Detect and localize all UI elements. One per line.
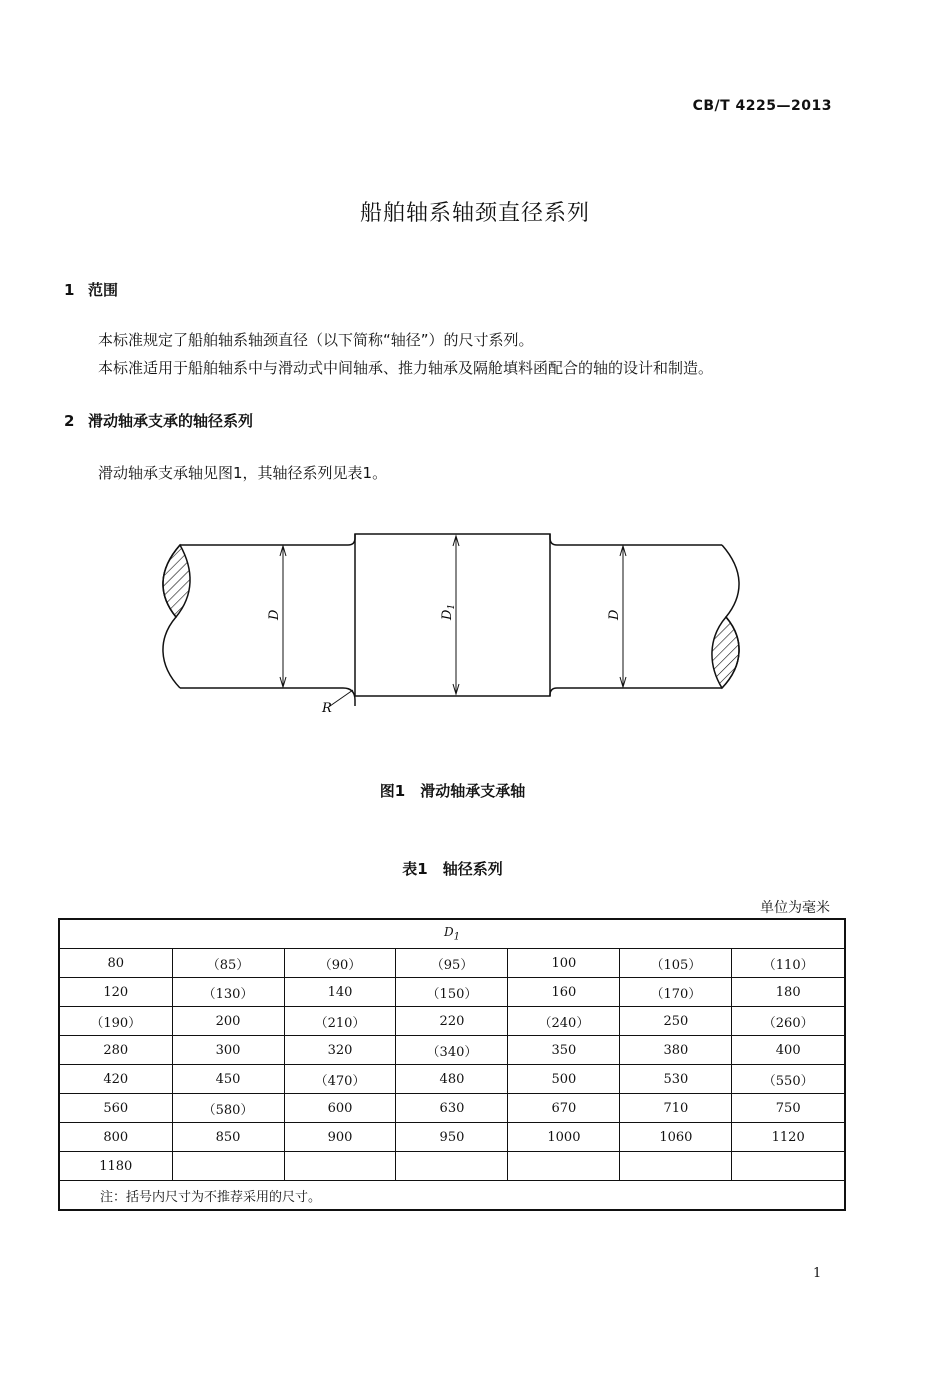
table-cell: （95） xyxy=(396,949,508,978)
table-cell: 850 xyxy=(172,1123,284,1152)
table-cell: （90） xyxy=(284,949,396,978)
table-cell: 530 xyxy=(620,1065,732,1094)
table-cell: （550） xyxy=(732,1065,845,1094)
table-header-cell xyxy=(59,919,845,949)
table-cell: 1060 xyxy=(620,1123,732,1152)
section-title: 范围 xyxy=(88,281,119,299)
table-cell: 280 xyxy=(59,1036,172,1065)
page-number: 1 xyxy=(813,1266,822,1281)
table-cell: 180 xyxy=(732,978,845,1007)
table-cell: （110） xyxy=(732,949,845,978)
table-row xyxy=(59,978,845,1007)
table-cell: 350 xyxy=(508,1036,620,1065)
table-cell xyxy=(396,1152,508,1181)
left-section-hatch xyxy=(163,545,190,617)
journal-diameter-table xyxy=(58,918,846,1211)
diameter-label-left: D xyxy=(267,609,282,620)
table-cell: 600 xyxy=(284,1094,396,1123)
table-body xyxy=(59,949,845,1181)
scope-paragraph-2: 本标准适用于船舶轴系中与滑动式中间轴承、推力轴承及隔舱填料函配合的轴的设计和制造。 xyxy=(98,359,714,377)
table-header-subscript: 1 xyxy=(453,931,460,943)
table-cell: （150） xyxy=(396,978,508,1007)
table-cell: （130） xyxy=(172,978,284,1007)
radius-label: R xyxy=(322,701,332,716)
table-cell: 120 xyxy=(59,978,172,1007)
shaft-figure xyxy=(150,520,770,720)
table-cell xyxy=(620,1152,732,1181)
table-cell: 160 xyxy=(508,978,620,1007)
table-cell: （105） xyxy=(620,949,732,978)
table-unit: 单位为毫米 xyxy=(760,900,830,916)
table-cell: 250 xyxy=(620,1007,732,1036)
scope-paragraph-1: 本标准规定了船舶轴系轴颈直径（以下简称“轴径”）的尺寸系列。 xyxy=(98,331,534,349)
table-cell: 420 xyxy=(59,1065,172,1094)
table-row xyxy=(59,1065,845,1094)
table-cell xyxy=(732,1152,845,1181)
document-title: 船舶轴系轴颈直径系列 xyxy=(359,201,590,226)
table-cell xyxy=(508,1152,620,1181)
table-cell: 710 xyxy=(620,1094,732,1123)
right-section-hatch xyxy=(712,617,739,688)
table-row xyxy=(59,1007,845,1036)
figure-caption: 图1 滑动轴承支承轴 xyxy=(379,782,526,800)
table-header-row xyxy=(59,919,845,949)
table-cell: 220 xyxy=(396,1007,508,1036)
section-number: 1 xyxy=(64,281,75,299)
section-number: 2 xyxy=(64,412,75,430)
table-cell: 300 xyxy=(172,1036,284,1065)
table-row xyxy=(59,1123,845,1152)
table-cell: （260） xyxy=(732,1007,845,1036)
table-cell: （470） xyxy=(284,1065,396,1094)
table-cell: 1180 xyxy=(59,1152,172,1181)
table-header-symbol: D xyxy=(444,925,454,940)
table-row xyxy=(59,1094,845,1123)
table-cell: 380 xyxy=(620,1036,732,1065)
table-cell: 950 xyxy=(396,1123,508,1152)
diameter-label-center-sub: 1 xyxy=(447,603,457,610)
table-cell: （210） xyxy=(284,1007,396,1036)
table-cell: 450 xyxy=(172,1065,284,1094)
right-shaft-outline xyxy=(550,534,722,696)
table-cell xyxy=(284,1152,396,1181)
table-cell: 100 xyxy=(508,949,620,978)
table-cell: 200 xyxy=(172,1007,284,1036)
radius-leader xyxy=(330,690,353,706)
table-cell: （85） xyxy=(172,949,284,978)
table-cell: 670 xyxy=(508,1094,620,1123)
table-caption: 表1 轴径系列 xyxy=(402,860,503,878)
table-cell: 1000 xyxy=(508,1123,620,1152)
table-cell: 560 xyxy=(59,1094,172,1123)
table-cell: 480 xyxy=(396,1065,508,1094)
table-cell: 80 xyxy=(59,949,172,978)
table-cell: 140 xyxy=(284,978,396,1007)
section-title: 滑动轴承支承的轴径系列 xyxy=(88,412,254,430)
table-cell: （190） xyxy=(59,1007,172,1036)
table-cell: 1120 xyxy=(732,1123,845,1152)
table-row xyxy=(59,1036,845,1065)
table-cell xyxy=(172,1152,284,1181)
table-cell: 400 xyxy=(732,1036,845,1065)
table-note: 注：括号内尺寸为不推荐采用的尺寸。 xyxy=(59,1181,845,1211)
table-row xyxy=(59,949,845,978)
table-cell: 630 xyxy=(396,1094,508,1123)
table-cell: 750 xyxy=(732,1094,845,1123)
table-cell: 320 xyxy=(284,1036,396,1065)
diameter-label-center xyxy=(440,604,457,621)
section-heading-scope xyxy=(64,279,118,300)
standard-code: CB/T 4225—2013 xyxy=(692,98,832,114)
diameter-label-right: D xyxy=(607,609,622,620)
table-cell: 500 xyxy=(508,1065,620,1094)
table-cell: （580） xyxy=(172,1094,284,1123)
table-cell: （240） xyxy=(508,1007,620,1036)
table-note-row xyxy=(59,1181,845,1211)
journal-series-paragraph: 滑动轴承支承轴见图1，其轴径系列见表1。 xyxy=(98,464,388,482)
table-row xyxy=(59,1152,845,1181)
table-cell: （170） xyxy=(620,978,732,1007)
section-heading-journal-series xyxy=(64,410,253,431)
diameter-label-center-main: D xyxy=(440,609,455,620)
table-cell: 800 xyxy=(59,1123,172,1152)
table-cell: 900 xyxy=(284,1123,396,1152)
table-cell: （340） xyxy=(396,1036,508,1065)
